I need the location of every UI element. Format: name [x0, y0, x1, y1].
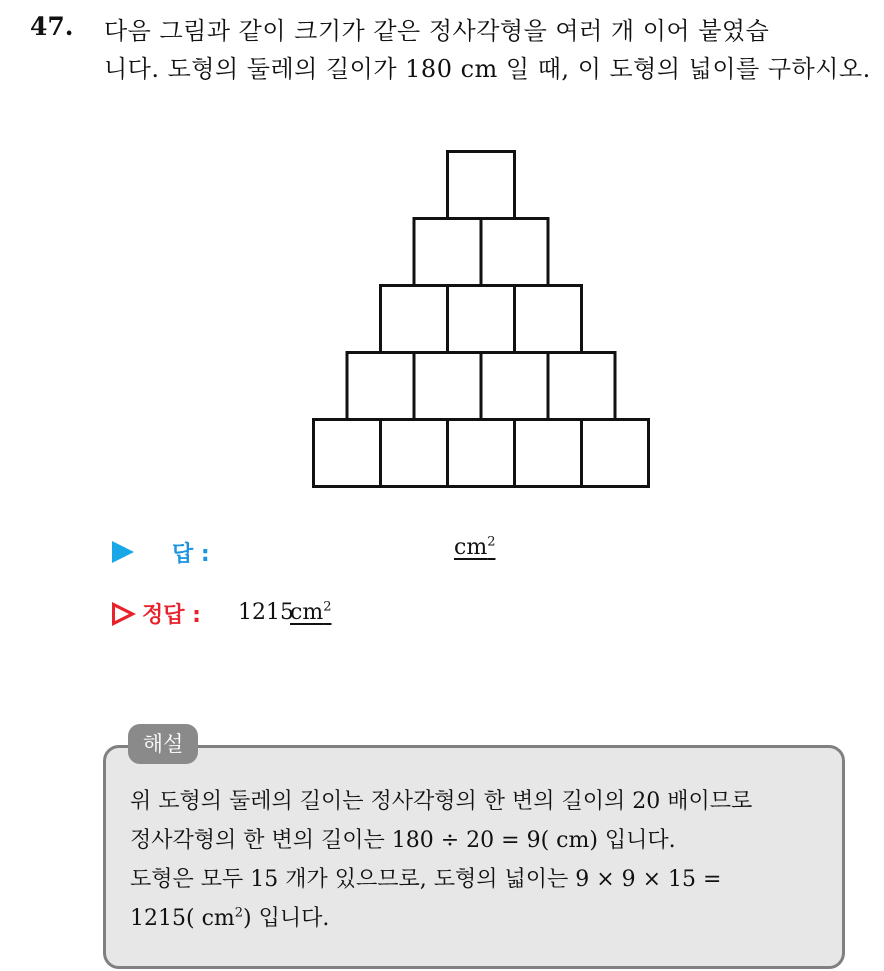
- answer-unit-text: cm: [454, 535, 488, 560]
- square-cell: [582, 420, 649, 487]
- solution-box: [103, 745, 845, 969]
- question-line-1: 다음 그림과 같이 크기가 같은 정사각형을 여러 개 이어 붙였습: [104, 17, 770, 45]
- square-cell: [448, 152, 515, 219]
- solution-line-2: 정사각형의 한 변의 길이는 180 ÷ 20 = 9( cm) 입니다.: [130, 828, 676, 853]
- square-cell: [515, 420, 582, 487]
- correct-unit-text: cm: [290, 600, 324, 625]
- square-cell: [448, 420, 515, 487]
- answer-row: [112, 535, 612, 569]
- square-cell: [414, 353, 481, 420]
- square-cell: [481, 219, 548, 286]
- square-cell: [314, 420, 381, 487]
- square-pyramid-figure: [312, 150, 652, 492]
- correct-answer-value: 1215: [238, 600, 294, 625]
- solution-line-4: 1215( $cm^2$) 입니다.: [130, 905, 330, 931]
- square-cell: [448, 286, 515, 353]
- answer-label: 답 :: [172, 542, 210, 567]
- solution-tab: 해설: [128, 724, 198, 764]
- square-cell: [515, 286, 582, 353]
- square-cell: [347, 353, 414, 420]
- correct-unit-sup: 2: [323, 599, 332, 615]
- square-cell: [414, 219, 481, 286]
- question-text: [104, 12, 871, 88]
- play-arrow-icon: [112, 541, 134, 563]
- question-number: 47.: [30, 12, 74, 41]
- correct-answer-label: 정답 :: [142, 603, 201, 628]
- correct-answer-row: [112, 598, 612, 632]
- square-cell: [548, 353, 615, 420]
- solution-line-1: 위 도형의 둘레의 길이는 정사각형의 한 변의 길이의 20 배이므로: [130, 789, 753, 814]
- question-line-2: 니다. 도형의 둘레의 길이가 180 cm 일 때, 이 도형의 넓이를 구하시오.: [104, 55, 871, 83]
- square-cell: [381, 286, 448, 353]
- solution-text: [130, 782, 830, 938]
- solution-line-3: 도형은 모두 15 개가 있으므로, 도형의 넓이는 9 × 9 × 15 =: [130, 867, 722, 892]
- answer-unit-sup: 2: [487, 534, 496, 550]
- square-cell: [381, 420, 448, 487]
- square-cell: [481, 353, 548, 420]
- correct-answer-unit: [290, 600, 331, 625]
- answer-unit: [454, 535, 495, 560]
